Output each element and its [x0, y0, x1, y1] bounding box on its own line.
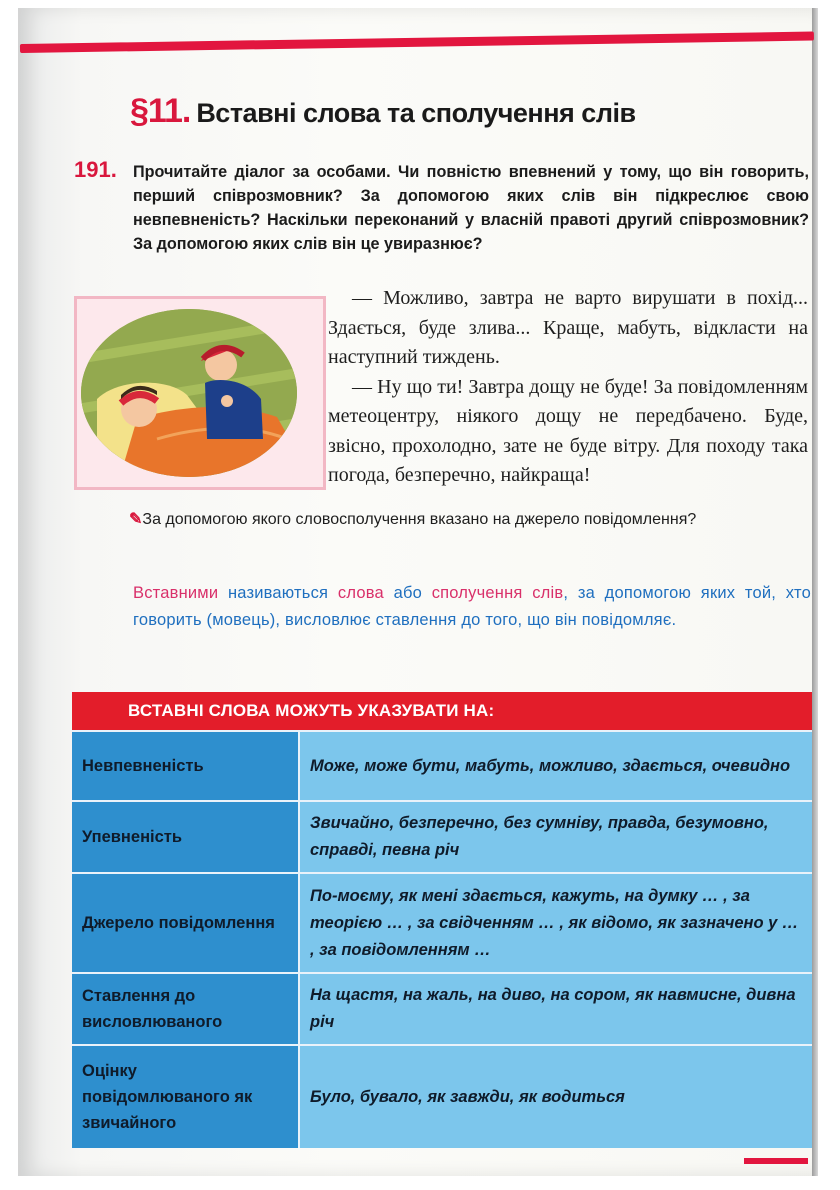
table-row [72, 872, 812, 972]
row-words: Було, бувало, як завжди, як водиться [300, 1046, 812, 1148]
rule-term: сполучення слів [431, 584, 564, 602]
exercise-question [129, 509, 809, 531]
rule-term: Вставними [133, 584, 219, 602]
pen-icon: ✎ [129, 511, 143, 528]
row-category: Упевненість [72, 802, 300, 872]
rule-term: слова [337, 584, 384, 602]
row-words: По-моєму, як мені здається, кажуть, на думку … , за теорією … , за свідченням … , як відомо, як зазначено у … , за повідомленням … [300, 874, 812, 972]
sick-child-illustration [77, 299, 323, 487]
bottom-rule [744, 1158, 808, 1164]
section-number: §11. [130, 92, 191, 130]
section-header [130, 92, 636, 131]
table-header: ВСТАВНІ СЛОВА МОЖУТЬ УКАЗУВАТИ НА: [72, 692, 812, 730]
dialog-line: — Можливо, завтра не варто вирушати в похід... Здається, буде злива... Краще, мабуть, відкласти на наступний тиждень. [328, 287, 808, 368]
parenthetical-words-table [72, 692, 812, 1148]
question-text: За допомогою якого словосполучення вказано на джерело повідомлення? [142, 511, 697, 528]
row-words: Звичайно, безперечно, без сумніву, правда, безумовно, справді, певна річ [300, 802, 812, 872]
row-category: Оцінку повідомлюваного як звичайного [72, 1046, 300, 1148]
table-row [72, 800, 812, 872]
rule-text: називаються [218, 584, 338, 602]
row-category: Невпевненість [72, 732, 300, 800]
section-title: Вставні слова та сполучення слів [196, 98, 636, 128]
rule-text: , за допомогою яких той, хто говорить (мовець), висловлює ставлення до того, що він повідомляє. [133, 584, 812, 629]
row-words: Може, може бути, мабуть, можливо, здається, очевидно [300, 732, 812, 800]
illustration [74, 296, 326, 490]
dialog-text [328, 284, 808, 491]
exercise-number: 191. [74, 157, 117, 182]
table-row [72, 730, 812, 800]
rule-definition [133, 580, 811, 634]
rule-text: або [383, 584, 432, 602]
row-words: На щастя, на жаль, на диво, на сором, як навмисне, дивна річ [300, 974, 812, 1044]
dialog-line: — Ну що ти! Завтра дощу не буде! За повідомленням метеоцентру, ніякого дощу не передбачено. Буде, звісно, прохолодно, зате не буде вітру. Для походу така погода, безперечно, найкраща! [328, 375, 808, 486]
row-category: Джерело повідомлення [72, 874, 300, 972]
table-row [72, 972, 812, 1044]
row-category: Ставлення до висловлюваного [72, 974, 300, 1044]
table-row [72, 1044, 812, 1148]
exercise-task: Прочитайте діалог за особами. Чи повністю впевнений у тому, що він говорить, перший співрозмовник? За допомогою яких слів він підкреслює свою невпевненість? Наскільки переконаний у власній правоті другий співрозмовник? За допомогою яких слів він це увиразнює? [133, 163, 809, 253]
page-edge [812, 8, 818, 1176]
